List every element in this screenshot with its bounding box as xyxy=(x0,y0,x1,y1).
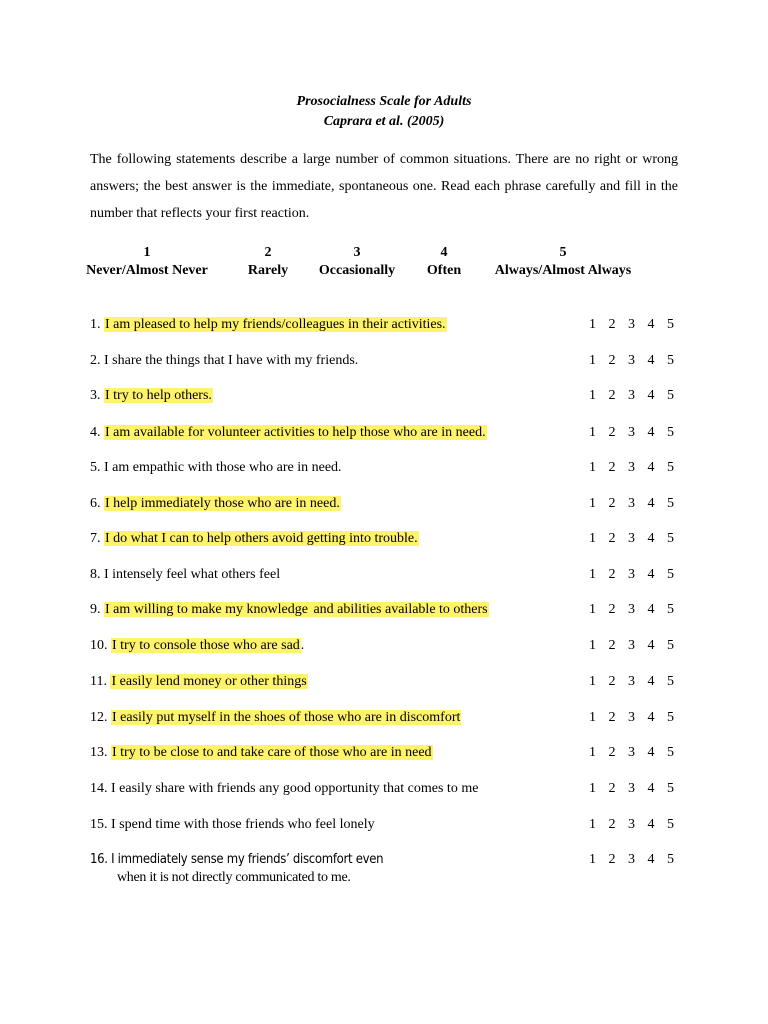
rating-option-2[interactable]: 2 xyxy=(608,425,616,440)
rating-option-4[interactable]: 4 xyxy=(647,638,655,653)
rating-option-1[interactable]: 1 xyxy=(589,852,596,867)
rating-option-4[interactable]: 4 xyxy=(647,567,655,582)
rating-option-1[interactable]: 1 xyxy=(589,817,596,832)
scale-option-3 xyxy=(319,244,395,280)
highlighted-text: I am willing to make my knowledge xyxy=(105,602,308,617)
statement-text: I intensely feel what others feel xyxy=(104,567,281,582)
rating-option-4[interactable]: 4 xyxy=(647,674,655,689)
rating-option-5[interactable]: 5 xyxy=(667,852,674,867)
rating-option-4[interactable]: 4 xyxy=(647,602,655,617)
rating-option-4[interactable]: 4 xyxy=(647,781,655,796)
document-title: Prosocialness Scale for Adults xyxy=(296,94,472,109)
item-number: 9. xyxy=(90,602,101,617)
rating-option-3[interactable]: 3 xyxy=(628,531,635,546)
rating-options xyxy=(589,601,687,619)
rating-option-2[interactable]: 2 xyxy=(608,388,616,403)
rating-option-1[interactable]: 1 xyxy=(589,496,596,511)
rating-option-2[interactable]: 2 xyxy=(608,531,616,546)
rating-option-3[interactable]: 3 xyxy=(628,745,635,760)
rating-option-5[interactable]: 5 xyxy=(667,674,674,689)
item-statement xyxy=(90,387,213,405)
rating-options xyxy=(589,530,687,548)
rating-option-5[interactable]: 5 xyxy=(667,425,674,440)
item-number: 7. xyxy=(90,531,101,546)
item-statement xyxy=(90,566,280,584)
rating-option-5[interactable]: 5 xyxy=(667,388,674,403)
rating-option-1[interactable]: 1 xyxy=(589,781,596,796)
statement-continuation: when it is not directly communicated to me. xyxy=(117,870,351,885)
rating-option-5[interactable]: 5 xyxy=(667,317,674,332)
item-number: 2. xyxy=(90,353,101,368)
rating-option-3[interactable]: 3 xyxy=(628,710,635,725)
rating-option-1[interactable]: 1 xyxy=(589,531,596,546)
highlighted-text: I help immediately those who are in need. xyxy=(105,496,340,511)
item-number: 12. xyxy=(90,710,108,725)
rating-option-3[interactable]: 3 xyxy=(628,353,635,368)
rating-option-1[interactable]: 1 xyxy=(589,567,596,582)
questionnaire-item xyxy=(90,424,680,446)
questionnaire-item xyxy=(90,851,680,885)
rating-option-1[interactable]: 1 xyxy=(589,353,596,368)
rating-option-2[interactable]: 2 xyxy=(608,817,616,832)
rating-option-3[interactable]: 3 xyxy=(628,817,635,832)
scale-value: 3 xyxy=(353,245,361,260)
rating-option-5[interactable]: 5 xyxy=(667,638,674,653)
statement-text: I easily share with friends any good opportunity that comes to me xyxy=(111,781,479,796)
item-statement xyxy=(90,530,419,548)
rating-options xyxy=(589,637,687,655)
highlighted-text: I do what I can to help others avoid getting into trouble. xyxy=(105,531,418,546)
scale-option-2 xyxy=(248,244,288,280)
item-statement xyxy=(90,424,487,442)
statement-text: I am empathic with those who are in need. xyxy=(104,460,342,475)
rating-option-5[interactable]: 5 xyxy=(667,817,674,832)
questionnaire-item xyxy=(90,387,680,409)
highlighted-text: I easily put myself in the shoes of those who are in discomfort xyxy=(112,710,461,725)
highlighted-text: I try to console those who are sad xyxy=(112,638,300,653)
document-citation: Caprara et al. (2005) xyxy=(323,114,445,129)
rating-option-2[interactable]: 2 xyxy=(608,602,616,617)
rating-option-5[interactable]: 5 xyxy=(667,745,674,760)
statement-text: I spend time with those friends who feel lonely xyxy=(111,817,375,832)
rating-option-1[interactable]: 1 xyxy=(589,317,596,332)
highlighted-text: I try to be close to and take care of those who are in need xyxy=(112,745,432,760)
rating-options xyxy=(589,387,687,405)
rating-option-1[interactable]: 1 xyxy=(589,710,596,725)
rating-options xyxy=(589,816,687,834)
rating-option-2[interactable]: 2 xyxy=(608,460,616,475)
rating-option-1[interactable]: 1 xyxy=(589,602,596,617)
highlighted-text: and abilities available to others xyxy=(309,602,488,617)
item-statement xyxy=(90,744,433,762)
rating-option-4[interactable]: 4 xyxy=(647,460,655,475)
header-block xyxy=(0,92,768,132)
item-statement xyxy=(90,352,358,370)
rating-option-2[interactable]: 2 xyxy=(608,710,616,725)
rating-option-4[interactable]: 4 xyxy=(647,388,655,403)
rating-option-1[interactable]: 1 xyxy=(589,460,596,475)
scale-value: 5 xyxy=(559,245,567,260)
rating-options xyxy=(589,780,687,798)
questionnaire-item xyxy=(90,744,680,766)
scale-label: Often xyxy=(426,263,462,278)
rating-options xyxy=(589,424,687,442)
item-number: 3. xyxy=(90,388,101,403)
item-number: 16. xyxy=(90,852,108,867)
rating-option-5[interactable]: 5 xyxy=(667,710,674,725)
questionnaire-item xyxy=(90,780,680,802)
rating-option-3[interactable]: 3 xyxy=(628,638,635,653)
rating-options xyxy=(589,352,687,370)
rating-option-2[interactable]: 2 xyxy=(608,638,616,653)
rating-option-3[interactable]: 3 xyxy=(628,567,635,582)
rating-option-2[interactable]: 2 xyxy=(608,745,616,760)
scale-label: Rarely xyxy=(247,263,289,278)
rating-option-3[interactable]: 3 xyxy=(628,674,635,689)
questionnaire-item xyxy=(90,637,680,659)
item-number: 1. xyxy=(90,317,101,332)
item-statement xyxy=(90,780,478,798)
rating-option-2[interactable]: 2 xyxy=(608,353,616,368)
rating-option-5[interactable]: 5 xyxy=(667,460,674,475)
rating-options xyxy=(589,673,687,691)
rating-option-4[interactable]: 4 xyxy=(647,496,655,511)
rating-option-2[interactable]: 2 xyxy=(608,317,616,332)
highlighted-text: I easily lend money or other things xyxy=(111,674,307,689)
scale-option-5 xyxy=(495,244,632,280)
rating-option-1[interactable]: 1 xyxy=(589,674,596,689)
item-number: 11. xyxy=(90,674,107,689)
rating-option-3[interactable]: 3 xyxy=(628,425,635,440)
rating-option-4[interactable]: 4 xyxy=(647,710,655,725)
item-number: 6. xyxy=(90,496,101,511)
questionnaire-item xyxy=(90,530,680,552)
scale-value: 2 xyxy=(264,245,272,260)
item-statement xyxy=(90,601,489,619)
item-number: 8. xyxy=(90,567,101,582)
questionnaire-item xyxy=(90,709,680,731)
rating-options xyxy=(589,316,687,334)
rating-option-1[interactable]: 1 xyxy=(589,745,596,760)
questionnaire-item xyxy=(90,816,680,838)
questionnaire-item xyxy=(90,495,680,517)
item-statement xyxy=(90,495,341,513)
rating-option-1[interactable]: 1 xyxy=(589,388,596,403)
item-number: 14. xyxy=(90,781,108,796)
rating-option-3[interactable]: 3 xyxy=(628,496,635,511)
scale-option-4 xyxy=(427,244,461,280)
rating-option-5[interactable]: 5 xyxy=(667,531,674,546)
rating-option-4[interactable]: 4 xyxy=(647,745,655,760)
rating-option-4[interactable]: 4 xyxy=(647,531,655,546)
questionnaire-item xyxy=(90,601,680,623)
rating-option-3[interactable]: 3 xyxy=(628,852,635,867)
item-statement xyxy=(90,459,342,477)
rating-options xyxy=(589,566,687,584)
statement-text: I share the things that I have with my friends. xyxy=(104,353,359,368)
item-statement xyxy=(90,673,308,691)
item-statement xyxy=(90,816,375,834)
questionnaire-item xyxy=(90,459,680,481)
item-number: 13. xyxy=(90,745,108,760)
rating-option-4[interactable]: 4 xyxy=(647,817,655,832)
rating-option-5[interactable]: 5 xyxy=(667,353,674,368)
item-number: 4. xyxy=(90,425,101,440)
rating-options xyxy=(589,744,687,762)
rating-option-4[interactable]: 4 xyxy=(647,425,655,440)
questionnaire-item xyxy=(90,316,680,338)
item-statement xyxy=(90,637,304,655)
scale-label: Always/Almost Always xyxy=(494,263,632,278)
scale-value: 4 xyxy=(440,245,448,260)
item-number: 15. xyxy=(90,817,108,832)
rating-option-3[interactable]: 3 xyxy=(628,781,635,796)
rating-option-5[interactable]: 5 xyxy=(667,567,674,582)
rating-options xyxy=(589,459,687,477)
rating-options xyxy=(589,495,687,513)
item-statement xyxy=(90,851,384,885)
rating-option-3[interactable]: 3 xyxy=(628,602,635,617)
highlighted-text: I try to help others. xyxy=(105,388,212,403)
rating-options xyxy=(589,851,687,869)
rating-option-5[interactable]: 5 xyxy=(667,496,674,511)
item-statement xyxy=(90,316,447,334)
rating-option-5[interactable]: 5 xyxy=(667,781,674,796)
rating-option-3[interactable]: 3 xyxy=(628,388,635,403)
questionnaire-item xyxy=(90,673,680,695)
scale-value: 1 xyxy=(143,245,151,260)
item-number: 5. xyxy=(90,460,101,475)
rating-option-5[interactable]: 5 xyxy=(667,602,674,617)
rating-option-4[interactable]: 4 xyxy=(647,317,655,332)
rating-option-1[interactable]: 1 xyxy=(589,638,596,653)
rating-option-2[interactable]: 2 xyxy=(608,496,616,511)
scale-label: Occasionally xyxy=(318,263,396,278)
rating-options xyxy=(589,709,687,727)
highlighted-text: I am pleased to help my friends/colleagues in their activities. xyxy=(105,317,446,332)
highlighted-text: I am available for volunteer activities to help those who are in need. xyxy=(105,425,486,440)
rating-option-2[interactable]: 2 xyxy=(608,852,616,867)
rating-option-4[interactable]: 4 xyxy=(647,353,655,368)
scale-label: Never/Almost Never xyxy=(86,263,208,278)
statement-text: I immediately sense my friends’ discomfort even xyxy=(111,852,384,867)
questionnaire-item xyxy=(90,352,680,374)
item-number: 10. xyxy=(90,638,108,653)
rating-option-2[interactable]: 2 xyxy=(608,781,616,796)
item-statement xyxy=(90,709,461,727)
rating-option-2[interactable]: 2 xyxy=(608,674,616,689)
rating-option-3[interactable]: 3 xyxy=(628,460,635,475)
rating-option-3[interactable]: 3 xyxy=(628,317,635,332)
rating-option-2[interactable]: 2 xyxy=(608,567,616,582)
questionnaire-item xyxy=(90,566,680,588)
instructions-paragraph: The following statements describe a large number of common situations. There are no right or wrong answers; the best answer is the immediate, spontaneous one. Read each phrase carefully and fill in the number that reflects your first reaction. xyxy=(90,152,678,221)
rating-option-4[interactable]: 4 xyxy=(647,852,655,867)
rating-option-1[interactable]: 1 xyxy=(589,425,596,440)
statement-text: . xyxy=(300,638,305,653)
scale-option-1 xyxy=(86,244,208,280)
